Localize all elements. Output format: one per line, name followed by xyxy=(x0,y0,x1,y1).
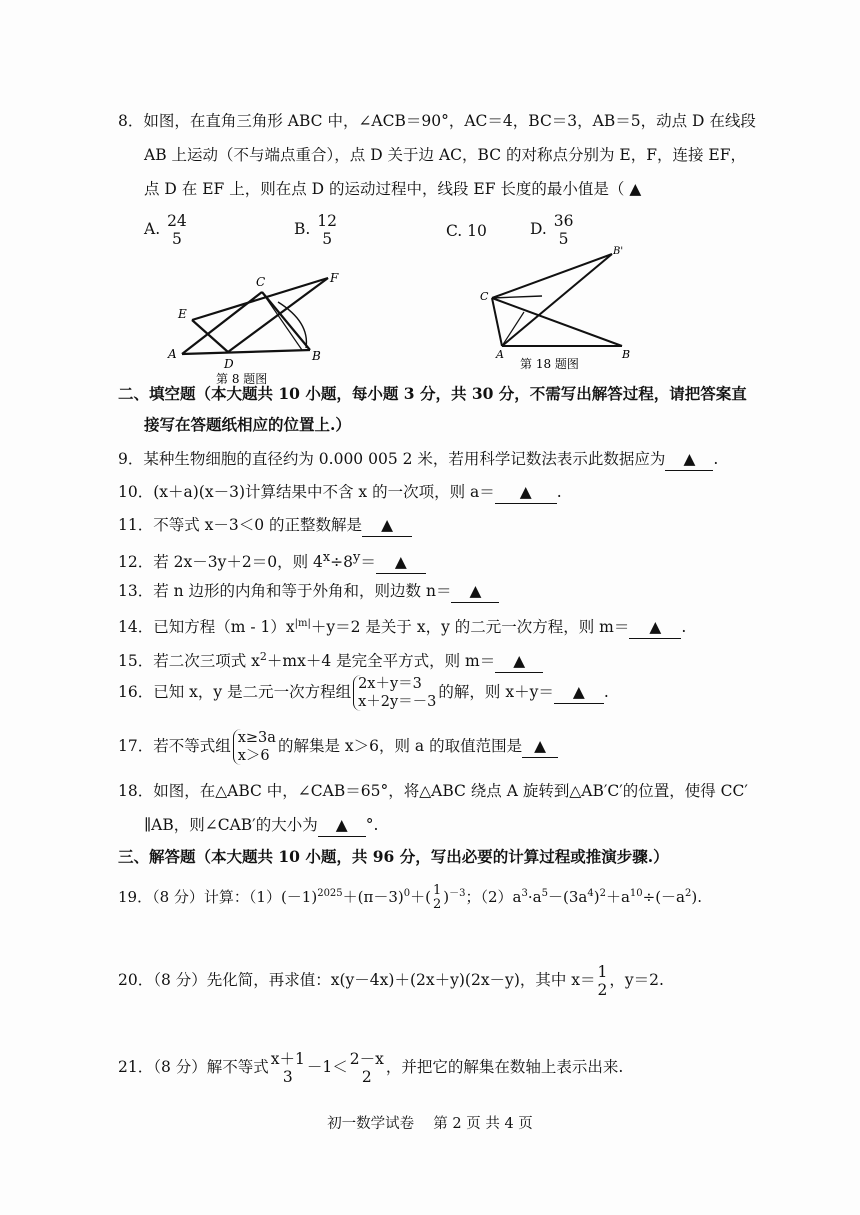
helper-line xyxy=(502,312,524,346)
figure-18 xyxy=(470,240,640,370)
question-text: 16．已知 x，y 是二元一次方程组 xyxy=(118,683,352,701)
question-tail: . xyxy=(713,450,719,468)
section-2-heading-line2: 接写在答题纸相应的位置上.） xyxy=(144,415,351,434)
label-b-prime: B' xyxy=(613,246,624,257)
answer-blank: ▲ xyxy=(629,616,681,639)
question-text: 12．若 2x－3y＋2＝0，则 4 xyxy=(118,553,323,572)
option-fraction: 36 5 xyxy=(553,212,574,248)
question-text: 19．（8 分）计算：（1）(－1) xyxy=(118,888,318,906)
q8-line1: 8．如图，在直角三角形 ABC 中，∠ACB＝90°，AC＝4，BC＝3，AB＝5，动点 D 在线段 xyxy=(118,112,756,130)
figure-8-caption: 第 8 题图 xyxy=(216,372,268,386)
label-c: C xyxy=(256,275,266,289)
question-19: 19．（8 分）计算：$(1)(-1)^{2025}+(\pi-3)^0+$( 1 2 )$^{-3}$；$(2)a^3\cdot a^5-(3a^4)^2+a^{10}\div(-a^2)$. xyxy=(118,883,702,912)
label-e: E xyxy=(178,307,187,321)
fraction-1: x＋1 3 xyxy=(270,1050,305,1086)
equation-system: 2x＋y＝3 x＋2y＝－3 xyxy=(353,675,436,711)
q8-option-c xyxy=(446,222,487,240)
question-17: 17．若不等式组 x≥3a x＞6 的解集是 x＞6，则 a 的取值范围是 ▲ xyxy=(118,729,558,765)
segment-ab-prime xyxy=(502,254,612,346)
question-14: 14．已知方程$(m - 1)x^{|m|}+y=2$ 是关于 x，y 的二元一次方程，则 m＝ ▲ . xyxy=(118,613,686,639)
option-fraction: 12 5 xyxy=(317,212,337,248)
question-text: 14．已知方程（m - 1）x xyxy=(118,618,295,637)
answer-blank: ▲ xyxy=(554,681,604,704)
segment-cc-prime xyxy=(492,254,612,298)
segment-ac xyxy=(492,298,502,346)
question-text: 10．(x＋a)(x－3)计算结果中不含 x 的一次项，则 a＝ xyxy=(118,483,495,501)
label-a: A xyxy=(168,347,177,361)
question-text: ∥AB，则∠CAB′的大小为 xyxy=(144,816,318,834)
answer-blank: ▲ xyxy=(522,735,558,758)
segment-ed xyxy=(192,320,228,352)
q8-line2: AB 上运动（不与端点重合），点 D 关于边 AC，BC 的对称点分别为 E，F，连接 EF， xyxy=(144,146,746,164)
question-12: 12．若 2x－3y＋2＝0，则 $4^x\div 8^y=$ ▲ xyxy=(118,547,426,574)
question-11 xyxy=(118,514,412,537)
label-f: F xyxy=(330,271,339,285)
option-fraction: 24 5 xyxy=(167,212,187,248)
figure-18-caption: 第 18 题图 xyxy=(520,357,579,370)
answer-blank: ▲ xyxy=(376,551,426,574)
fraction-2: 2－x 2 xyxy=(349,1050,384,1086)
question-20: 20．（8 分）先化简，再求值：x(y－4x)＋(2x＋y)(2x－y)，其中 x＝ 1 2 ，y＝2. xyxy=(118,963,664,999)
label-b: B xyxy=(312,349,321,363)
answer-blank: ▲ xyxy=(362,514,412,537)
page-footer: 初一数学试卷 第 2 页 共 4 页 xyxy=(327,1116,533,1132)
section-3-heading: 三、解答题（本大题共 10 小题，共 96 分，写出必要的计算过程或推演步骤.） xyxy=(118,847,669,866)
question-text: 21．（8 分）解不等式 xyxy=(118,1058,269,1076)
fraction-half: 1 2 xyxy=(433,883,442,912)
question-9 xyxy=(118,448,718,471)
question-text: 9．某种生物细胞的直径约为 0.000 005 2 米，若用科学记数法表示此数据应为 xyxy=(118,450,666,468)
answer-blank: ▲ xyxy=(318,814,366,837)
question-text: 13．若 n 边形的内角和等于外角和，则边数 n＝ xyxy=(118,582,452,600)
option-letter: D. xyxy=(530,220,547,238)
question-13 xyxy=(118,580,499,603)
q8-option-b xyxy=(294,212,339,248)
label-d: D xyxy=(224,357,234,371)
question-text: 11．不等式 x－3＜0 的正整数解是 xyxy=(118,516,363,534)
answer-blank: ▲ xyxy=(495,481,557,504)
question-18-line1: 18．如图，在△ABC 中，∠CAB＝65°，将△ABC 绕点 A 旋转到△AB′C′的位置，使得 CC′ xyxy=(118,782,748,800)
section-2-heading-line1: 二、填空题（本大题共 10 小题，每小题 3 分，共 30 分，不需写出解答过程，请把答案直 xyxy=(118,384,747,403)
fraction-half: 1 2 xyxy=(597,963,608,999)
question-text: 20．（8 分）先化简，再求值：x(y－4x)＋(2x＋y)(2x－y)，其中 x＝ xyxy=(118,971,596,989)
option-letter: C. xyxy=(446,222,463,240)
question-16: 16．已知 x，y 是二元一次方程组 2x＋y＝3 x＋2y＝－3 的解，则 x＋y＝ ▲ . xyxy=(118,676,609,710)
question-15: 15．若二次三项式 $x^2+mx+4$ 是完全平方式，则 m＝ ▲ xyxy=(118,646,543,673)
option-value: 10 xyxy=(467,222,487,240)
question-21: 21．（8 分）解不等式 x＋1 3 －1＜ 2－x 2 ，并把它的解集在数轴上表示出来. xyxy=(118,1050,624,1086)
question-text: 17．若不等式组 xyxy=(118,737,231,755)
option-letter: A. xyxy=(144,220,161,238)
label-b: B xyxy=(622,348,631,361)
label-c: C xyxy=(480,290,489,303)
answer-blank: ▲ xyxy=(451,580,499,603)
label-a: A xyxy=(496,348,504,361)
answer-blank: ▲ xyxy=(495,650,543,673)
question-text: 15．若二次三项式 x xyxy=(118,652,260,671)
inequality-system: x≥3a x＞6 xyxy=(233,729,276,765)
question-18-line2: ∥AB，则∠CAB′的大小为 ▲ °. xyxy=(144,814,378,837)
question-10 xyxy=(118,481,562,504)
segment-ab xyxy=(182,350,310,354)
figure-8 xyxy=(160,262,360,390)
q8-option-a xyxy=(144,212,189,248)
answer-blank: ▲ xyxy=(665,448,713,471)
q8-line3: 点 D 在 EF 上，则在点 D 的运动过程中，线段 EF 长度的最小值是（ ▲ xyxy=(144,180,642,198)
question-tail: . xyxy=(556,483,562,501)
option-letter: B. xyxy=(294,220,311,238)
